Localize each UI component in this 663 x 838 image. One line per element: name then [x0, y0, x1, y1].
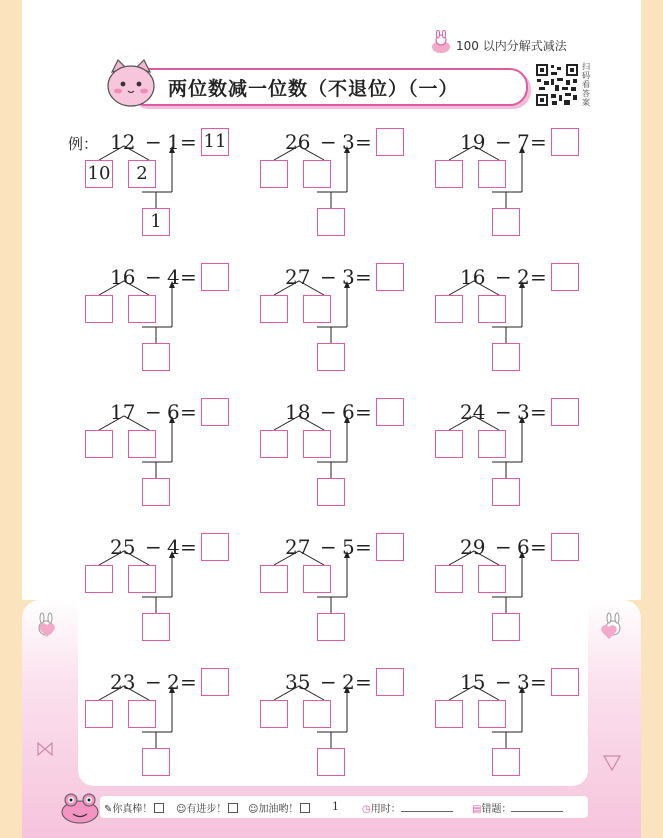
equals-sign: = [355, 130, 372, 154]
minus-sign: − [320, 265, 337, 289]
subtrahend: 1 [167, 130, 180, 154]
ones-result-box[interactable] [317, 478, 345, 506]
split-tens-box[interactable] [435, 700, 463, 728]
split-ones-box[interactable] [303, 700, 331, 728]
split-ones-box[interactable] [128, 430, 156, 458]
subtrahend: 2 [517, 265, 530, 289]
split-tens-box[interactable] [435, 160, 463, 188]
minus-sign: − [495, 265, 512, 289]
document-icon: ▤ [472, 804, 482, 815]
split-tens-box[interactable] [85, 295, 113, 323]
split-ones-box[interactable] [478, 295, 506, 323]
minuend: 27 [285, 535, 311, 559]
problem-cell [68, 122, 243, 242]
equals-sign: = [355, 670, 372, 694]
answer-box[interactable] [551, 668, 579, 696]
problem-cell [418, 122, 593, 242]
errors-input-line[interactable] [511, 811, 563, 812]
split-ones-box[interactable] [478, 430, 506, 458]
pencil-icon: ✎ [104, 804, 113, 815]
ones-result-box[interactable] [492, 613, 520, 641]
subtrahend: 3 [517, 670, 530, 694]
split-tens-box[interactable] [85, 565, 113, 593]
problem-cell [418, 392, 593, 512]
qr-code-icon[interactable] [535, 63, 579, 107]
ones-result-box[interactable] [492, 343, 520, 371]
split-tens-box[interactable] [85, 430, 113, 458]
split-tens-box[interactable] [435, 565, 463, 593]
problem-cell [243, 392, 418, 512]
split-tens-box[interactable] [260, 295, 288, 323]
problem-cell [68, 527, 243, 647]
subtrahend: 3 [342, 265, 355, 289]
problem-cell [68, 392, 243, 512]
title-banner [128, 68, 528, 106]
answer-box[interactable] [201, 398, 229, 426]
minus-sign: − [320, 130, 337, 154]
ones-result-box[interactable] [492, 478, 520, 506]
minuend: 27 [285, 265, 311, 289]
problem-cell [243, 122, 418, 242]
minus-sign: − [145, 400, 162, 424]
subtrahend: 3 [342, 130, 355, 154]
equals-sign: = [180, 265, 197, 289]
minus-sign: − [145, 670, 162, 694]
great-checkbox[interactable] [154, 803, 164, 813]
answer-box[interactable] [376, 533, 404, 561]
split-tens-box[interactable] [260, 430, 288, 458]
subtrahend: 6 [342, 400, 355, 424]
split-tens-box[interactable] [260, 160, 288, 188]
answer-box[interactable] [551, 398, 579, 426]
problem-cell [68, 662, 243, 782]
answer-box[interactable] [551, 128, 579, 156]
minuend: 35 [285, 670, 311, 694]
subtrahend: 4 [167, 535, 180, 559]
split-ones-box[interactable]: 2 [128, 160, 156, 188]
split-ones-box[interactable] [128, 295, 156, 323]
cat-icon [104, 58, 158, 110]
watermelon-icon [602, 752, 622, 772]
split-tens-box[interactable] [260, 565, 288, 593]
split-tens-box[interactable]: 10 [85, 160, 113, 188]
minus-sign: − [320, 670, 337, 694]
footer-errors: ▤错题： [472, 800, 563, 815]
minuend: 16 [460, 265, 486, 289]
split-tens-box[interactable] [260, 700, 288, 728]
clock-icon: ◷ [362, 804, 371, 815]
equals-sign: = [530, 670, 547, 694]
split-ones-box[interactable] [303, 430, 331, 458]
page-title: 两位数减一位数（不退位）（一） [168, 78, 459, 100]
equals-sign: = [180, 400, 197, 424]
ones-result-box[interactable] [317, 343, 345, 371]
heart-icon [600, 624, 618, 640]
ones-result-box[interactable] [317, 613, 345, 641]
problem-cell [243, 527, 418, 647]
equals-sign: = [355, 265, 372, 289]
minus-sign: − [495, 670, 512, 694]
keep-going-checkbox[interactable] [300, 803, 310, 813]
subtrahend: 6 [167, 400, 180, 424]
equals-sign: = [355, 400, 372, 424]
split-ones-box[interactable] [128, 700, 156, 728]
footer-keep-going: ☺加油哟！ [248, 800, 310, 815]
example-label: 例： [68, 135, 99, 153]
ones-result-box[interactable] [317, 208, 345, 236]
ones-result-box[interactable] [142, 478, 170, 506]
minuend: 18 [285, 400, 311, 424]
smile-icon: ☺ [176, 804, 187, 815]
problem-cell [243, 257, 418, 377]
ones-result-box[interactable]: 1 [142, 208, 170, 236]
answer-box[interactable] [376, 128, 404, 156]
split-tens-box[interactable] [435, 295, 463, 323]
equals-sign: = [180, 130, 197, 154]
problem-cell [418, 527, 593, 647]
answer-box[interactable] [376, 263, 404, 291]
answer-box[interactable] [551, 533, 579, 561]
subtrahend: 7 [517, 130, 530, 154]
qr-label: 扫码看答案 [582, 62, 590, 107]
subtrahend: 3 [517, 400, 530, 424]
minuend: 25 [110, 535, 136, 559]
minuend: 12 [110, 130, 136, 154]
minus-sign: − [495, 400, 512, 424]
problem-cell [68, 257, 243, 377]
subtrahend: 4 [167, 265, 180, 289]
ones-result-box[interactable] [492, 748, 520, 776]
problem-cell [418, 257, 593, 377]
footer-bar [100, 796, 588, 818]
ones-result-box[interactable] [317, 748, 345, 776]
minuend: 19 [460, 130, 486, 154]
ones-result-box[interactable] [492, 208, 520, 236]
answer-box[interactable] [201, 533, 229, 561]
minus-sign: − [320, 535, 337, 559]
minus-sign: − [495, 130, 512, 154]
problem-cell [418, 662, 593, 782]
equals-sign: = [180, 670, 197, 694]
footer-time: ◷用时： [362, 800, 453, 815]
minus-sign: − [145, 535, 162, 559]
equals-sign: = [355, 535, 372, 559]
split-ones-box[interactable] [478, 565, 506, 593]
progress-checkbox[interactable] [228, 803, 238, 813]
minuend: 16 [110, 265, 136, 289]
minuend: 17 [110, 400, 136, 424]
minuend: 23 [110, 670, 136, 694]
minuend: 15 [460, 670, 486, 694]
split-ones-box[interactable] [303, 295, 331, 323]
equals-sign: = [530, 265, 547, 289]
equals-sign: = [530, 535, 547, 559]
split-ones-box[interactable] [478, 160, 506, 188]
split-ones-box[interactable] [303, 160, 331, 188]
equals-sign: = [530, 130, 547, 154]
minus-sign: − [145, 130, 162, 154]
heart-icon [38, 622, 56, 638]
frog-icon [60, 788, 100, 824]
topic-label: 100 以内分解式减法 [456, 39, 567, 53]
minuend: 24 [460, 400, 486, 424]
answer-box[interactable]: 11 [201, 128, 229, 156]
split-tens-box[interactable] [435, 430, 463, 458]
bunny-icon [430, 30, 452, 54]
smile-icon: ☺ [248, 804, 259, 815]
subtrahend: 2 [342, 670, 355, 694]
minus-sign: − [145, 265, 162, 289]
minuend: 26 [285, 130, 311, 154]
minus-sign: − [495, 535, 512, 559]
time-input-line[interactable] [401, 811, 453, 812]
footer-great: ✎你真棒！ [104, 800, 164, 815]
split-ones-box[interactable] [478, 700, 506, 728]
subtrahend: 6 [517, 535, 530, 559]
page-number: 1 [332, 800, 339, 813]
ones-result-box[interactable] [142, 343, 170, 371]
problem-cell [243, 662, 418, 782]
answer-box[interactable] [201, 668, 229, 696]
answer-box[interactable] [376, 398, 404, 426]
footer-progress: ☺有进步！ [176, 800, 238, 815]
subtrahend: 5 [342, 535, 355, 559]
minus-sign: − [320, 400, 337, 424]
bow-icon [36, 740, 54, 758]
minuend: 29 [460, 535, 486, 559]
answer-box[interactable] [376, 668, 404, 696]
split-tens-box[interactable] [85, 700, 113, 728]
equals-sign: = [530, 400, 547, 424]
answer-box[interactable] [551, 263, 579, 291]
split-ones-box[interactable] [303, 565, 331, 593]
split-ones-box[interactable] [128, 565, 156, 593]
subtrahend: 2 [167, 670, 180, 694]
equals-sign: = [180, 535, 197, 559]
ones-result-box[interactable] [142, 748, 170, 776]
answer-box[interactable] [201, 263, 229, 291]
ones-result-box[interactable] [142, 613, 170, 641]
